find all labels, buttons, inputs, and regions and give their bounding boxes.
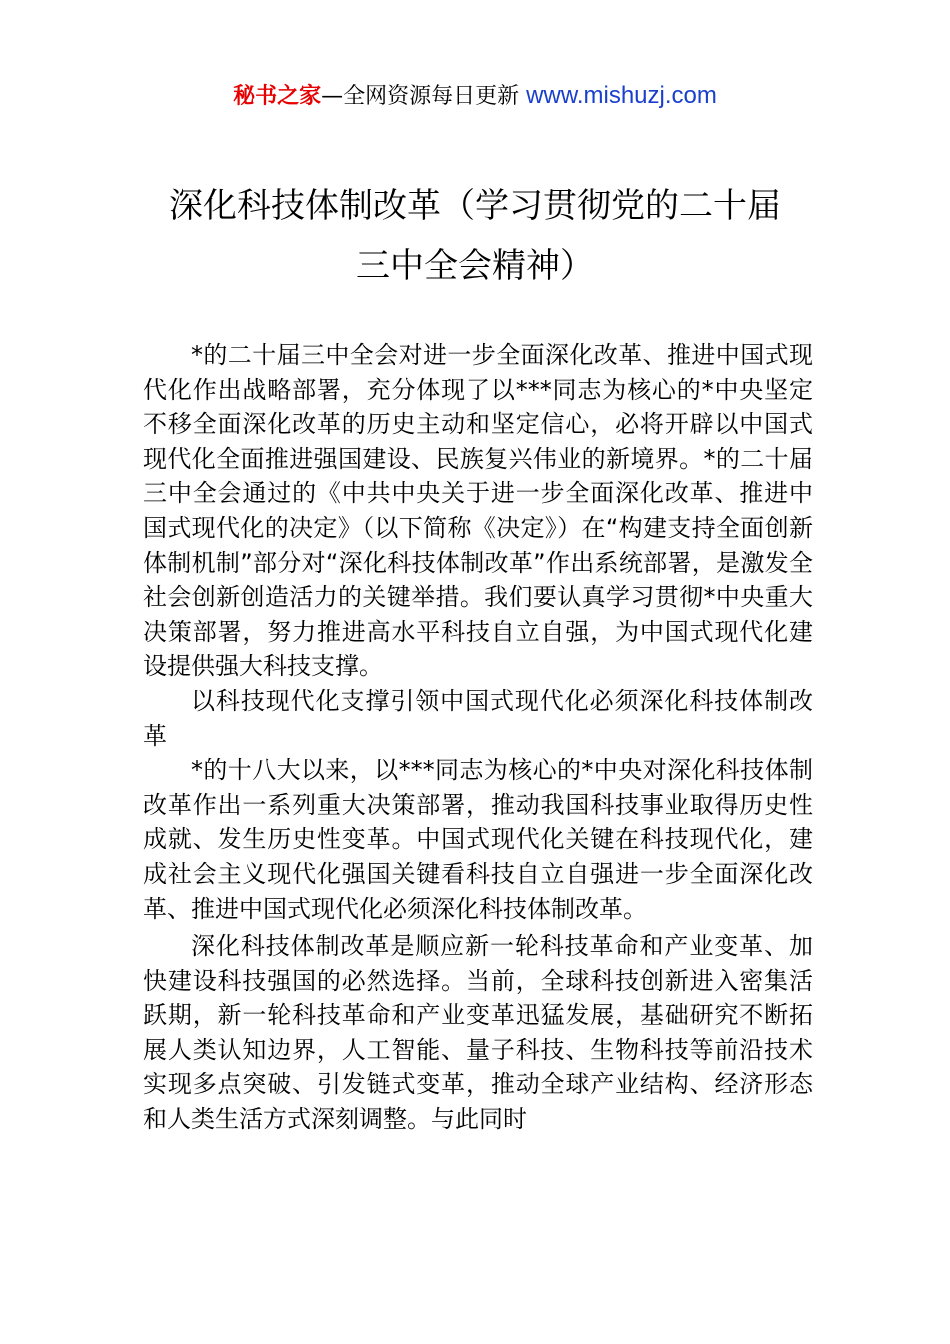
paragraph-intro: *的二十届三中全会对进一步全面深化改革、推进中国式现代化作出战略部署，充分体现了以***同志为核心的*中央坚定不移全面深化改革的历史主动和坚定信心，必将开辟以中国式现代化全面推进强国建设、民族复兴伟业的新境界。*的二十届三中全会通过的《中共中央关于进一步全面深化改革、推进中国式现代化的决定》（以下简称《决定》）在“构建支持全面创新体制机制”部分对“深化科技体制改革”作出系统部署，是激发全社会创新创造活力的关键举措。我们要认真学习贯彻*中央重大决策部署，努力推进高水平科技自立自强，为中国式现代化建设提供强大科技支撑。 <box>143 341 813 681</box>
site-header <box>0 80 950 113</box>
site-tagline: —全网资源每日更新 <box>321 84 520 109</box>
title-line-2: 三中全会精神） <box>356 246 594 286</box>
site-brand: 秘书之家 <box>233 84 322 109</box>
document-body <box>143 338 813 1137</box>
title-line-1: 深化科技体制改革（学习贯彻党的二十届 <box>169 186 781 226</box>
paragraph: 深化科技体制改革是顺应新一轮科技革命和产业变革、加快建设科技强国的必然选择。当前，全球科技创新进入密集活跃期，新一轮科技革命和产业变革迅猛发展，基础研究不断拓展人类认知边界，人工智能、量子科技、生物科技等前沿技术实现多点突破、引发链式变革，推动全球产业结构、经济形态和人类生活方式深刻调整。与此同时 <box>143 932 813 1134</box>
site-url-link[interactable]: www.mishuzj.com <box>526 82 717 109</box>
paragraph: *的十八大以来，以***同志为核心的*中央对深化科技体制改革作出一系列重大决策部署，推动我国科技事业取得历史性成就、发生历史性变革。中国式现代化关键在科技现代化，建成社会主义现代化强国关键看科技自立自强进一步全面深化改革、推进中国式现代化必须深化科技体制改革。 <box>143 756 813 923</box>
document-title <box>100 176 850 296</box>
section-heading: 以科技现代化支撑引领中国式现代化必须深化科技体制改革 <box>143 686 813 750</box>
